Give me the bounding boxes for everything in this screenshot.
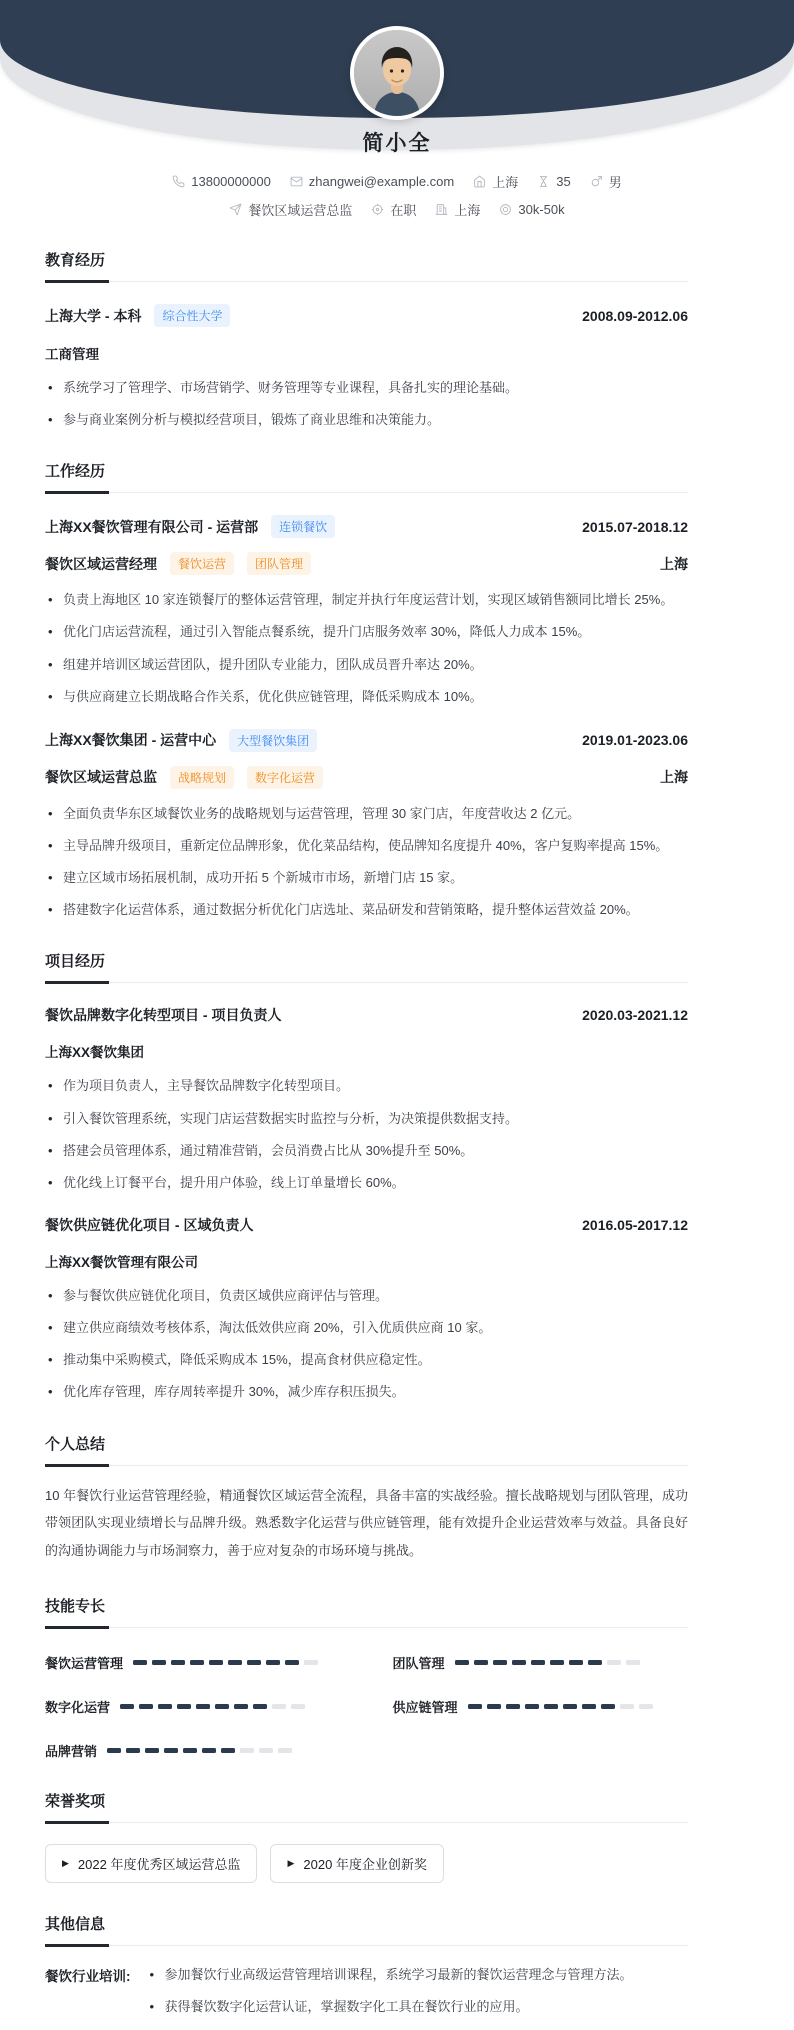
skill-segment: [493, 1660, 507, 1665]
skill-segment: [506, 1704, 520, 1709]
skill-segment: [139, 1704, 153, 1709]
work-entry: [45, 729, 688, 921]
skill-segment: [531, 1660, 545, 1665]
project-entry: [45, 1215, 688, 1403]
skill-bar: [120, 1704, 310, 1709]
home-icon: [473, 175, 486, 188]
project-entry: [45, 1005, 688, 1193]
skill-segment: [120, 1704, 134, 1709]
contact-city: [435, 200, 480, 219]
skill-label: 餐饮运营管理: [45, 1656, 124, 1672]
contact-email-value: zhangwei@example.com: [308, 174, 455, 189]
list-item: • 建立区域市场拓展机制，成功开拓 5 个新城市市场，新增门店 15 家。: [45, 868, 688, 888]
list-item: • 负责上海地区 10 家连锁餐厅的整体运营管理，制定并执行年度运营计划，实现区域销售额同比增长 25%。: [45, 590, 688, 610]
project-name: 餐饮品牌数字化转型项目 - 项目负责人: [45, 1007, 282, 1024]
list-item: • 参与餐饮供应链优化项目，负责区域供应商评估与管理。: [45, 1286, 688, 1306]
work-bullets: [45, 804, 688, 921]
skill-segment: [563, 1704, 577, 1709]
skill-segment: [626, 1660, 640, 1665]
contact-gender-value: 男: [608, 175, 622, 190]
contact-phone: [172, 174, 271, 189]
company-name: 上海XX餐饮管理有限公司 - 运营部: [45, 518, 259, 535]
list-item: • 搭建数字化运营体系，通过数据分析优化门店选址、菜品研发和营销策略，提升整体运营效益 20%。: [45, 900, 688, 920]
skill-segment: [582, 1704, 596, 1709]
skill-bar: [107, 1748, 297, 1753]
list-item: • 组建并培训区域运营团队，提升团队专业能力，团队成员晋升率达 20%。: [45, 655, 688, 675]
other-label: 餐饮行业培训:: [45, 1969, 131, 1985]
play-icon: ▶: [287, 1858, 295, 1869]
list-item: • 系统学习了管理学、市场营销学、财务管理等专业课程，具备扎实的理论基础。: [45, 378, 688, 398]
list-item: • 与供应商建立长期战略合作关系，优化供应链管理，降低采购成本 10%。: [45, 687, 688, 707]
school-name: 上海大学 - 本科: [45, 307, 142, 324]
section-title-skills: 技能专长: [45, 1595, 688, 1628]
role-name: 餐饮区域运营经理: [45, 555, 157, 572]
skill-row: [45, 1653, 341, 1672]
contact-city-value: 上海: [454, 203, 481, 218]
contact-salary: [499, 202, 564, 217]
skill-segment: [259, 1748, 273, 1753]
skill-segment: [152, 1660, 166, 1665]
skill-segment: [234, 1704, 248, 1709]
role-tag: 战略规划: [170, 766, 234, 789]
list-item: • 获得餐饮数字化运营认证，掌握数字化工具在餐饮行业的应用。: [147, 1997, 633, 2017]
school-tag: 综合性大学: [154, 304, 230, 327]
list-item: • 优化线上订餐平台，提升用户体验，线上订单量增长 60%。: [45, 1173, 688, 1193]
list-item: • 参与商业案例分析与模拟经营项目，锻炼了商业思维和决策能力。: [45, 410, 688, 430]
mail-icon: [290, 175, 303, 188]
skill-segment: [278, 1748, 292, 1753]
contact-location: [473, 172, 518, 191]
section-title-education: 教育经历: [45, 249, 688, 282]
role-tag: 团队管理: [247, 552, 311, 575]
skill-segment: [620, 1704, 634, 1709]
skill-segment: [164, 1748, 178, 1753]
other-bullets: [147, 1965, 633, 2029]
age-icon: [537, 175, 550, 188]
honors-row: [45, 1844, 688, 1883]
section-title-other: 其他信息: [45, 1913, 688, 1946]
skill-segment: [228, 1660, 242, 1665]
role-tag: 数字化运营: [247, 766, 323, 789]
skill-segment: [133, 1660, 147, 1665]
education-major: 工商管理: [45, 347, 99, 362]
skill-segment: [639, 1704, 653, 1709]
project-name: 餐饮供应链优化项目 - 区域负责人: [45, 1216, 254, 1233]
skill-segment: [177, 1704, 191, 1709]
education-date: 2008.09-2012.06: [582, 307, 688, 324]
section-summary: [45, 1433, 688, 1566]
honor-badge: [270, 1844, 443, 1883]
resume-body: [45, 249, 688, 2030]
skill-segment: [171, 1660, 185, 1665]
skill-segment: [272, 1704, 286, 1709]
skill-row: [45, 1741, 341, 1760]
work-location: 上海: [660, 769, 688, 786]
list-item: • 作为项目负责人，主导餐饮品牌数字化转型项目。: [45, 1076, 688, 1096]
honor-label: 2022 年度优秀区域运营总监: [77, 1857, 241, 1873]
skill-row: [393, 1697, 689, 1716]
play-icon: ▶: [62, 1858, 69, 1869]
list-item: • 优化库存管理，库存周转率提升 30%，减少库存积压损失。: [45, 1382, 688, 1402]
project-bullets: [45, 1286, 688, 1403]
skill-segment: [544, 1704, 558, 1709]
section-education: [45, 249, 688, 430]
skill-segment: [607, 1660, 621, 1665]
education-bullets: [45, 378, 688, 430]
skill-segment: [209, 1660, 223, 1665]
project-date: 2020.03-2021.12: [582, 1007, 688, 1024]
company-name: 上海XX餐饮集团 - 运营中心: [45, 732, 217, 749]
project-company: 上海XX餐饮集团: [45, 1045, 145, 1061]
section-title-honors: 荣誉奖项: [45, 1790, 688, 1823]
list-item: • 主导品牌升级项目，重新定位品牌形象，优化菜品结构，使品牌知名度提升 40%，客户复购率提高 15%。: [45, 836, 688, 856]
skill-segment: [253, 1704, 267, 1709]
list-item: • 全面负责华东区域餐饮业务的战略规划与运营管理，管理 30 家门店，年度营收达 2 亿元。: [45, 804, 688, 824]
honor-badge: [45, 1844, 257, 1883]
contact-email: [290, 174, 454, 189]
skill-bar: [133, 1660, 323, 1665]
skill-label: 团队管理: [392, 1656, 445, 1672]
contact-status-value: 在职: [390, 203, 417, 218]
work-location: 上海: [660, 555, 688, 572]
skills-grid: [45, 1628, 688, 1760]
contact-row-2: [0, 200, 794, 219]
company-tag: 连锁餐饮: [271, 515, 335, 538]
skill-segment: [588, 1660, 602, 1665]
role-name: 餐饮区域运营总监: [45, 769, 157, 786]
skill-segment: [107, 1748, 121, 1753]
contact-status: [371, 200, 416, 219]
skill-segment: [601, 1704, 615, 1709]
list-item: • 推动集中采购模式，降低采购成本 15%，提高食材供应稳定性。: [45, 1350, 688, 1370]
contact-age-value: 35: [556, 174, 571, 189]
skill-segment: [569, 1660, 583, 1665]
section-work: [45, 460, 688, 920]
list-item: • 引入餐饮管理系统，实现门店运营数据实时监控与分析，为决策提供数据支持。: [45, 1109, 688, 1129]
skill-segment: [202, 1748, 216, 1753]
salary-icon: [499, 203, 512, 216]
contact-gender: [590, 172, 622, 191]
summary-text: 10 年餐饮行业运营管理经验，精通餐饮区域运营全流程，具备丰富的实战经验。擅长战略规划与团队管理，成功带领团队实现业绩增长与品牌升级。熟悉数字化运营与供应链管理，能有效提升企业运营效率与效益。具备良好的沟通协调能力与市场洞察力，善于应对复杂的市场环境与挑战。: [45, 1487, 688, 1559]
phone-icon: [172, 175, 185, 188]
section-title-work: 工作经历: [45, 460, 688, 493]
skill-segment: [304, 1660, 318, 1665]
candidate-name: 简小全: [362, 132, 432, 155]
section-other: [45, 1913, 688, 2029]
section-honors: [45, 1790, 688, 1883]
avatar-photo: [354, 30, 440, 116]
honor-label: 2020 年度企业创新奖: [303, 1857, 427, 1873]
company-tag: 大型餐饮集团: [229, 729, 317, 752]
project-date: 2016.05-2017.12: [582, 1216, 688, 1233]
skill-segment: [468, 1704, 482, 1709]
section-title-projects: 项目经历: [45, 950, 688, 983]
skill-segment: [221, 1748, 235, 1753]
skill-segment: [487, 1704, 501, 1709]
avatar: [350, 26, 444, 120]
skill-segment: [550, 1660, 564, 1665]
list-item: • 优化门店运营流程，通过引入智能点餐系统，提升门店服务效率 30%，降低人力成本 15%。: [45, 622, 688, 642]
work-bullets: [45, 590, 688, 707]
list-item: • 参加餐饮行业高级运营管理培训课程，系统学习最新的餐饮运营理念与管理方法。: [147, 1965, 633, 1985]
skill-bar: [455, 1660, 645, 1665]
skill-segment: [285, 1660, 299, 1665]
work-entry: [45, 515, 688, 707]
skill-row: [393, 1653, 689, 1672]
project-bullets: [45, 1076, 688, 1193]
list-item: • 建立供应商绩效考核体系，淘汰低效供应商 20%，引入优质供应商 10 家。: [45, 1318, 688, 1338]
section-skills: [45, 1595, 688, 1760]
position-icon: [229, 203, 242, 216]
contact-row-1: [0, 172, 794, 191]
contact-phone-value: 13800000000: [191, 174, 271, 189]
gender-icon: [590, 175, 603, 188]
skill-row: [45, 1697, 341, 1716]
contact-position: [229, 200, 352, 219]
resume-header: [0, 0, 794, 219]
contact-age: [537, 174, 570, 189]
skill-segment: [455, 1660, 469, 1665]
skill-segment: [196, 1704, 210, 1709]
contact-salary-value: 30k-50k: [518, 202, 565, 217]
section-projects: [45, 950, 688, 1402]
list-item: • 搭建会员管理体系，通过精准营销，会员消费占比从 30%提升至 50%。: [45, 1141, 688, 1161]
skill-segment: [525, 1704, 539, 1709]
contact-position-value: 餐饮区域运营总监: [248, 203, 353, 218]
work-date: 2015.07-2018.12: [582, 518, 688, 535]
skill-segment: [291, 1704, 305, 1709]
status-icon: [371, 203, 384, 216]
skill-label: 数字化运营: [45, 1700, 111, 1716]
contact-location-value: 上海: [492, 175, 519, 190]
section-title-summary: 个人总结: [45, 1433, 688, 1466]
skill-segment: [190, 1660, 204, 1665]
skill-segment: [126, 1748, 140, 1753]
skill-label: 品牌营销: [45, 1744, 98, 1760]
work-date: 2019.01-2023.06: [582, 732, 688, 749]
skill-segment: [158, 1704, 172, 1709]
skill-segment: [266, 1660, 280, 1665]
skill-bar: [468, 1704, 658, 1709]
skill-segment: [215, 1704, 229, 1709]
education-entry: [45, 304, 688, 430]
skill-label: 供应链管理: [392, 1700, 458, 1716]
skill-segment: [512, 1660, 526, 1665]
skill-segment: [247, 1660, 261, 1665]
city-icon: [435, 203, 448, 216]
skill-segment: [183, 1748, 197, 1753]
skill-segment: [145, 1748, 159, 1753]
other-row: [45, 1965, 688, 2029]
skill-segment: [240, 1748, 254, 1753]
skill-segment: [474, 1660, 488, 1665]
project-company: 上海XX餐饮管理有限公司: [45, 1254, 199, 1270]
role-tag: 餐饮运营: [170, 552, 234, 575]
